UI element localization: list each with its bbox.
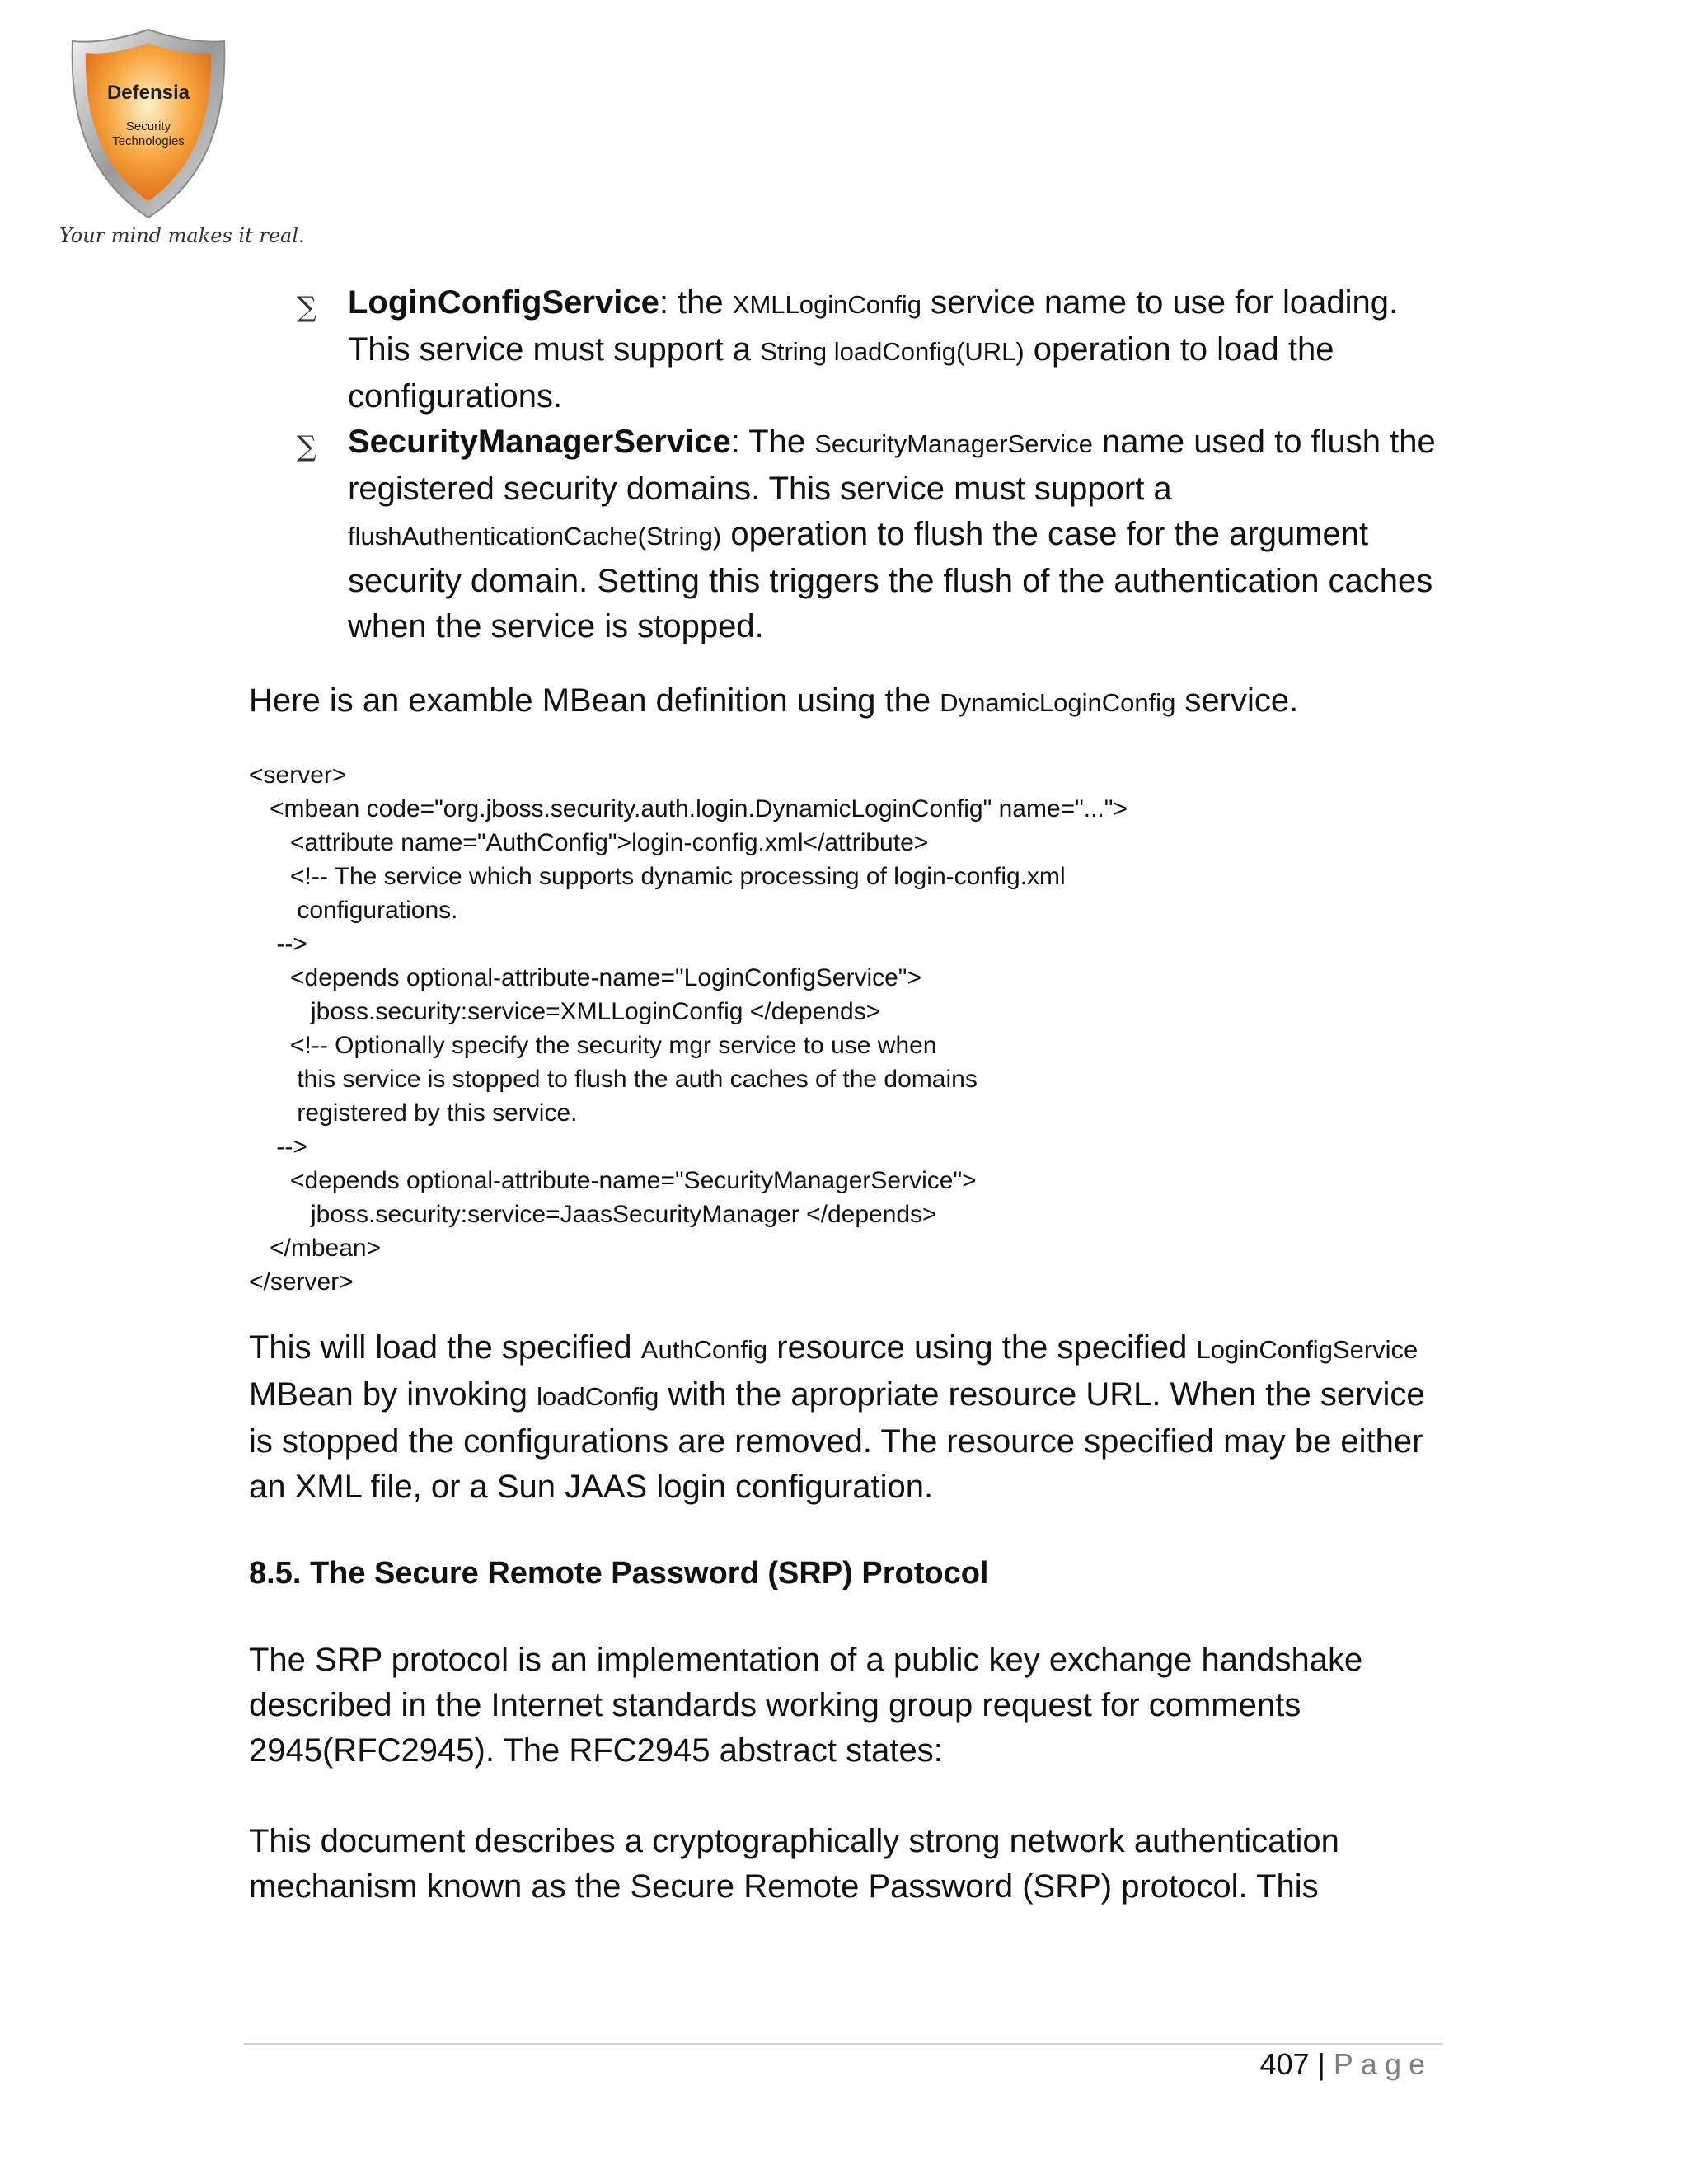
property-list (249, 280, 1452, 649)
inline-code: SecurityManagerService (814, 429, 1093, 458)
logo-tagline: Your mind makes it real. (59, 224, 305, 247)
rfc-quote-paragraph: This document describes a cryptographically strong network authentication mechanism known as the Secure Remote Password (SRP) protocol. This (249, 1823, 1339, 1905)
srp-paragraph: The SRP protocol is an implementation of a public key exchange handshake described in the Internet standards working group request for comments 2945(RFC2945). The RFC2945 abstract states: (249, 1642, 1363, 1769)
bullet-text: service name to use for loading. This service must support a (348, 284, 1399, 368)
page-footer (1259, 2047, 1432, 2082)
load-paragraph: This will load the specified AuthConfig resource using the specified LoginConfigService MBean by invoking loadConfig with the apropriate resource URL. When the service is stopped the configurations are removed. The resource specified may be either an XML file, or a Sun JAAS login configuration. (249, 1329, 1425, 1505)
inline-code: XMLLoginConfig (732, 290, 921, 319)
page-content (249, 280, 1452, 1910)
logo-brand: Defensia (106, 82, 190, 104)
inline-code: AuthConfig (640, 1335, 768, 1364)
inline-code: flushAuthenticationCache(String) (348, 522, 722, 551)
inline-code: DynamicLoginConfig (940, 688, 1176, 717)
inline-code: LoginConfigService (1196, 1335, 1418, 1364)
intro-paragraph: Here is an examble MBean definition using the DynamicLoginConfig service. (249, 682, 1299, 719)
list-item (249, 280, 1452, 419)
bullet-term: LoginConfigService (348, 284, 659, 321)
logo-line2: Technologies (112, 134, 185, 148)
code-block: <server> <mbean code="org.jboss.security.auth.login.DynamicLoginConfig" name="..."> <attribute name="AuthConfig">login-config.xml</attribute> <!-- The service which supports dynamic processing of login-config.xml configurations. --> <depends optional-attribute-name="LoginConfigService"> jboss.security:service=XMLLoginConfig </depends> <!-- Optionally specify the security mgr service to use when this service is stopped to flush the auth caches of the domains registered by this service. --> <depends optional-attribute-name="SecurityManagerService"> jboss.security:service=JaasSecurityManager </depends> </mbean> </server> (249, 762, 1128, 1296)
bullet-text: name used to flush the registered security domains. This service must support a (348, 424, 1436, 507)
inline-code: loadConfig (537, 1382, 659, 1411)
sigma-bullet-icon: ∑ (297, 430, 317, 463)
bullet-text: : The (730, 424, 815, 460)
list-item (249, 419, 1452, 649)
footer-divider (244, 2043, 1442, 2045)
defensia-logo (49, 25, 256, 255)
bullet-term: SecurityManagerService (348, 424, 731, 460)
sigma-bullet-icon: ∑ (297, 291, 317, 324)
page-number: 407 (1259, 2047, 1310, 2081)
page-label: Page (1333, 2047, 1432, 2081)
section-heading: 8.5. The Secure Remote Password (SRP) Protocol (249, 1556, 989, 1591)
bullet-text: operation to flush the case for the argument security domain. Setting this triggers the flush of the authentication caches when the service is stopped. (348, 516, 1433, 644)
footer-separator: | (1317, 2047, 1325, 2081)
shield-icon (66, 25, 231, 223)
inline-code: String loadConfig(URL) (760, 337, 1025, 366)
bullet-text: : the (659, 284, 733, 321)
bullet-text: operation to load the configurations. (348, 331, 1334, 415)
logo-line1: Security (125, 120, 171, 134)
